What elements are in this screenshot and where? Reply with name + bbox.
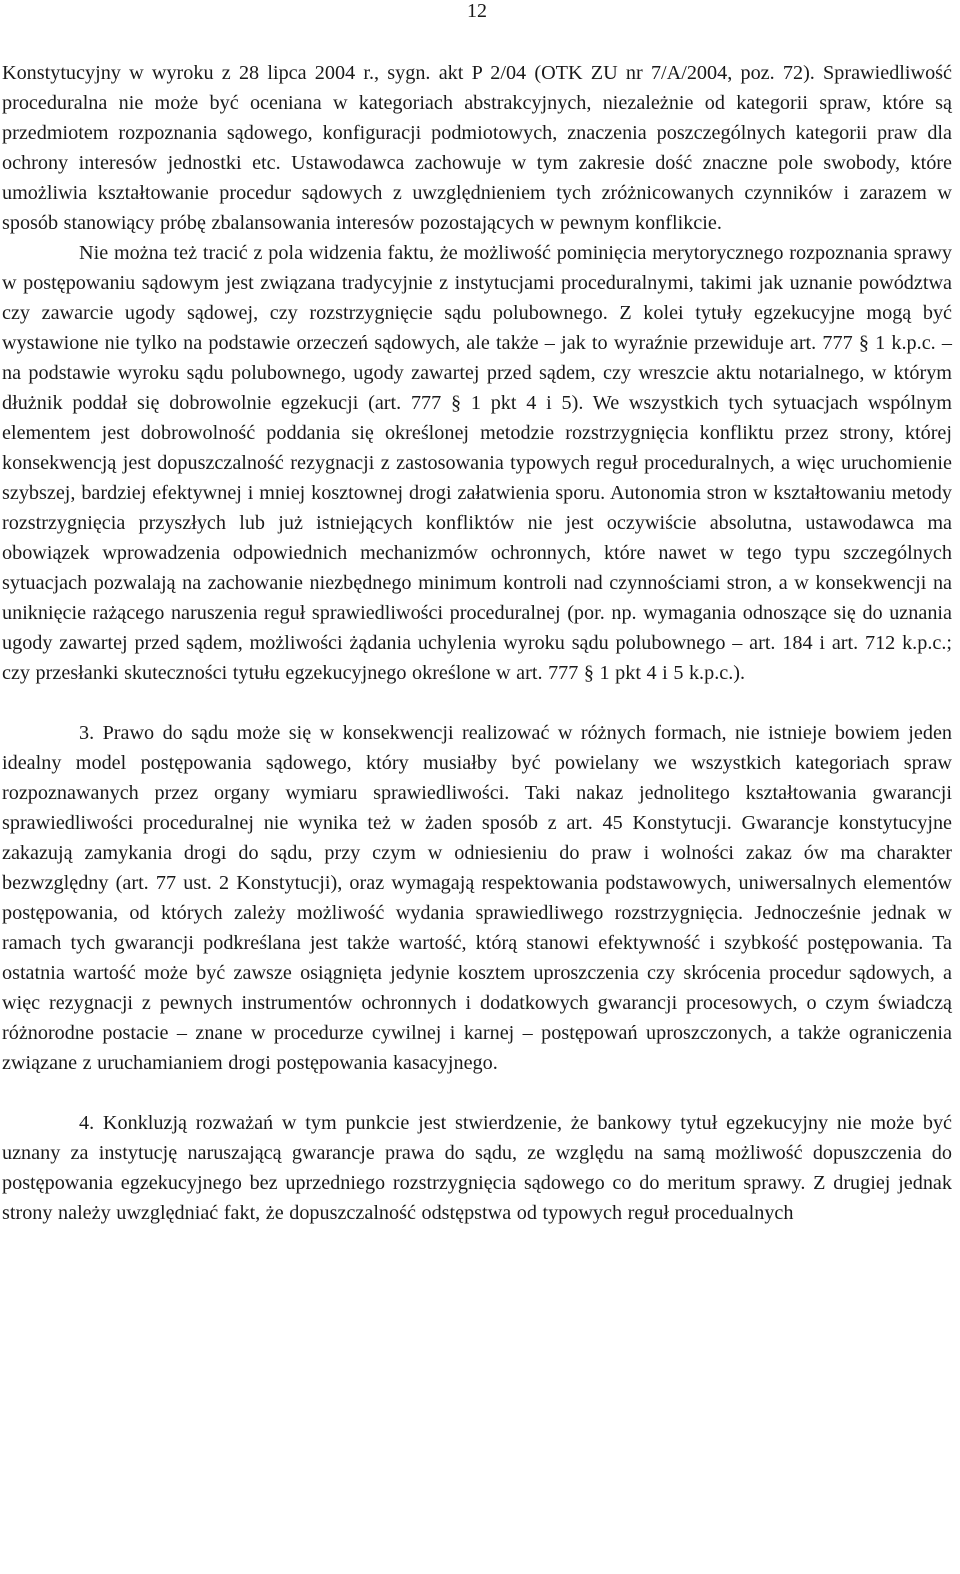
paragraph-section-4: 4. Konkluzją rozważań w tym punkcie jest stwierdzenie, że bankowy tytuł egzekucyjny nie może być uznany za instytucję naruszającą gwarancje prawa do sądu, ze względu na samą możliwość dopuszczenia do postępowania egzekucyjnego bez uprzedniego rozstrzygnięcia sądowego co do meritum sprawy. Z drugiej jednak strony należy uwzględniać fakt, że dopuszczalność odstępstwa od typowych reguł procedualnych — [2, 1112, 952, 1224]
page-number: 12 — [467, 0, 487, 22]
paragraph-spacer — [2, 688, 952, 718]
paragraph-procedural-institutions: Nie można też tracić z pola widzenia faktu, że możliwość pominięcia merytorycznego rozpoznania sprawy w postępowaniu sądowym jest związana tradycyjnie z instytucjami proceduralnymi, takimi jak uznanie powództwa czy zawarcie ugody sądowej, czy rozstrzygnięcie sądu polubownego. Z kolei tytuły egzekucyjne mogą być wystawione nie tylko na podstawie orzeczeń sądowych, ale także – jak to wyraźnie przewiduje art. 777 § 1 k.p.c. – na podstawie wyroku sądu polubownego, ugody zawartej przed sądem, czy wreszcie aktu notarialnego, w którym dłużnik poddał się dobrowolnie egzekucji (art. 777 § 1 pkt 4 i 5). We wszystkich tych sytuacjach wspólnym elementem jest dobrowolność poddania się określonej metodzie rozstrzygnięcia konfliktu przez strony, której konsekwencją jest dopuszczalność rezygnacji z zastosowania typowych reguł proceduralnych, a więc uruchomienie szybszej, bardziej efektywnej i mniej kosztownej drogi załatwienia sporu. Autonomia stron w kształtowaniu metody rozstrzygnięcia przyszłych lub już istniejących konfliktów nie jest oczywiście absolutna, ustawodawca ma obowiązek wprowadzenia odpowiednich mechanizmów ochronnych, które nawet w tego typu szczególnych sytuacjach pozwalają na zachowanie niezbędnego minimum kontroli nad czynnościami stron, a w konsekwencji na uniknięcie rażącego naruszenia reguł sprawiedliwości proceduralnej (por. np. wymagania odnoszące się do uznania ugody zawartej przed sądem, możliwości żądania uchylenia wyroku sądu polubownego – art. 184 i art. 712 k.p.c.; czy przesłanki skuteczności tytułu egzekucyjnego określone w art. 777 § 1 pkt 4 i 5 k.p.c.). — [2, 242, 952, 684]
paragraph-section-3: 3. Prawo do sądu może się w konsekwencji realizować w różnych formach, nie istnieje bowiem jeden idealny model postępowania sądowego, który musiałby być powielany we wszystkich kategoriach spraw rozpoznawanych przez organy wymiaru sprawiedliwości. Taki nakaz jednolitego kształtowania gwarancji sprawiedliwości proceduralnej nie wynika też w żaden sposób z art. 45 Konstytucji. Gwarancje konstytucyjne zakazują zamykania drogi do sądu, przy czym w odniesieniu do praw i wolności zakaz ów ma charakter bezwzględny (art. 77 ust. 2 Konstytucji), oraz wymagają respektowania podstawowych, uniwersalnych elementów postępowania, od których zależy możliwość wydania sprawiedliwego rozstrzygnięcia. Jednocześnie jednak w ramach tych gwarancji podkreślana jest także wartość, którą stanowi efektywność i szybkość postępowania. Ta ostatnia wartość może być zawsze osiągnięta jedynie kosztem uproszczenia czy skrócenia procedur sądowych, a więc rezygnacji z pewnych instrumentów ochronnych i dodatkowych gwarancji procesowych, o czym świadczą różnorodne postacie – znane w procedurze cywilnej i karnej – postępowań uproszczonych, a także ograniczenia związane z uruchamianiem drogi postępowania kasacyjnego. — [2, 722, 952, 1074]
paragraph-spacer — [2, 1078, 952, 1108]
paragraph-continuation: Konstytucyjny w wyroku z 28 lipca 2004 r., sygn. akt P 2/04 (OTK ZU nr 7/A/2004, poz. 72). Sprawiedliwość proceduralna nie może być oceniana w kategoriach abstrakcyjnych, niezależnie od kategorii spraw, które są przedmiotem rozpoznania sądowego, konfiguracji podmiotowych, znaczenia poszczególnych kategorii praw dla ochrony interesów jednostki etc. Ustawodawca zachowuje w tym zakresie dość znaczne pole swobody, które umożliwia kształtowanie procedur sądowych z uwzględnieniem tych zróżnicowanych czynników i zarazem w sposób stanowiący próbę zbalansowania interesów pozostających w pewnym konflikcie. — [2, 62, 952, 234]
